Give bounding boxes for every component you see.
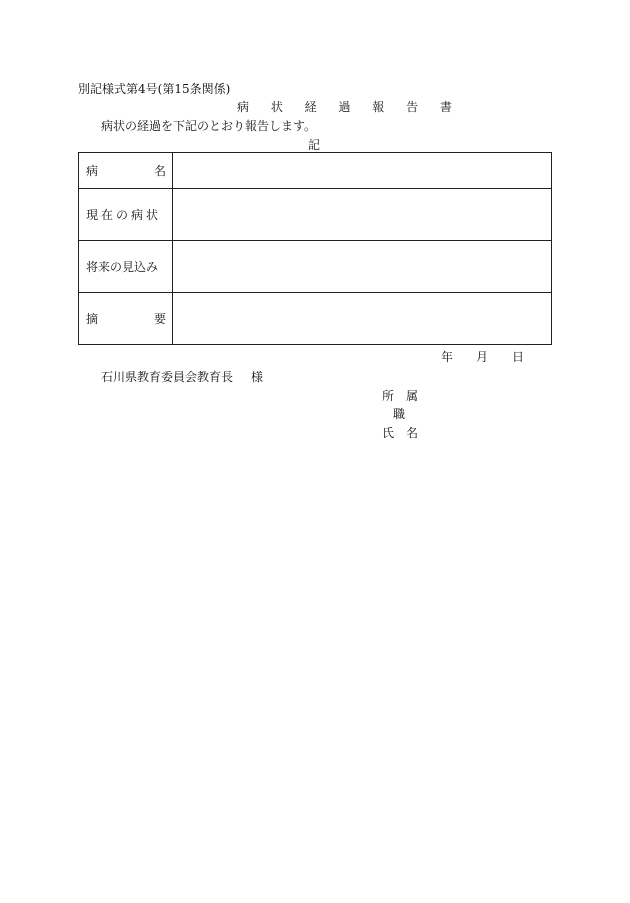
disease-name-label-a: 病	[86, 164, 99, 178]
table-row-disease-name	[79, 153, 552, 189]
signature-affiliation-label: 所 属	[382, 389, 419, 403]
addressee-name: 石川県教育委員会教育長	[101, 370, 234, 384]
disease-name-label	[79, 153, 173, 189]
signature-position-label: 職	[393, 407, 406, 421]
addressee-honorific: 様	[251, 370, 264, 384]
ki-heading: 記	[308, 138, 321, 152]
addressee	[101, 368, 263, 385]
signature-name-label: 氏 名	[382, 426, 419, 440]
prognosis-cell[interactable]	[173, 241, 552, 293]
table-row-summary	[79, 293, 552, 345]
report-table	[78, 152, 552, 345]
summary-cell[interactable]	[173, 293, 552, 345]
date-year: 年	[441, 350, 454, 364]
form-number: 別記様式第4号(第15条関係)	[78, 82, 231, 96]
date-month: 月	[476, 350, 489, 364]
table-row-current-condition	[79, 189, 552, 241]
intro-text: 病状の経過を下記のとおり報告します。	[101, 119, 317, 133]
table-row-prognosis	[79, 241, 552, 293]
disease-name-cell[interactable]	[173, 153, 552, 189]
prognosis-label: 将来の見込み	[79, 241, 173, 293]
date-day: 日	[512, 350, 525, 364]
current-condition-cell[interactable]	[173, 189, 552, 241]
summary-label-b: 要	[153, 312, 166, 326]
document-title: 病 状 経 過 報 告 書	[237, 100, 461, 114]
summary-label	[79, 293, 173, 345]
disease-name-label-b: 名	[153, 164, 166, 178]
current-condition-label: 現在の病状	[79, 189, 173, 241]
summary-label-a: 摘	[86, 312, 99, 326]
